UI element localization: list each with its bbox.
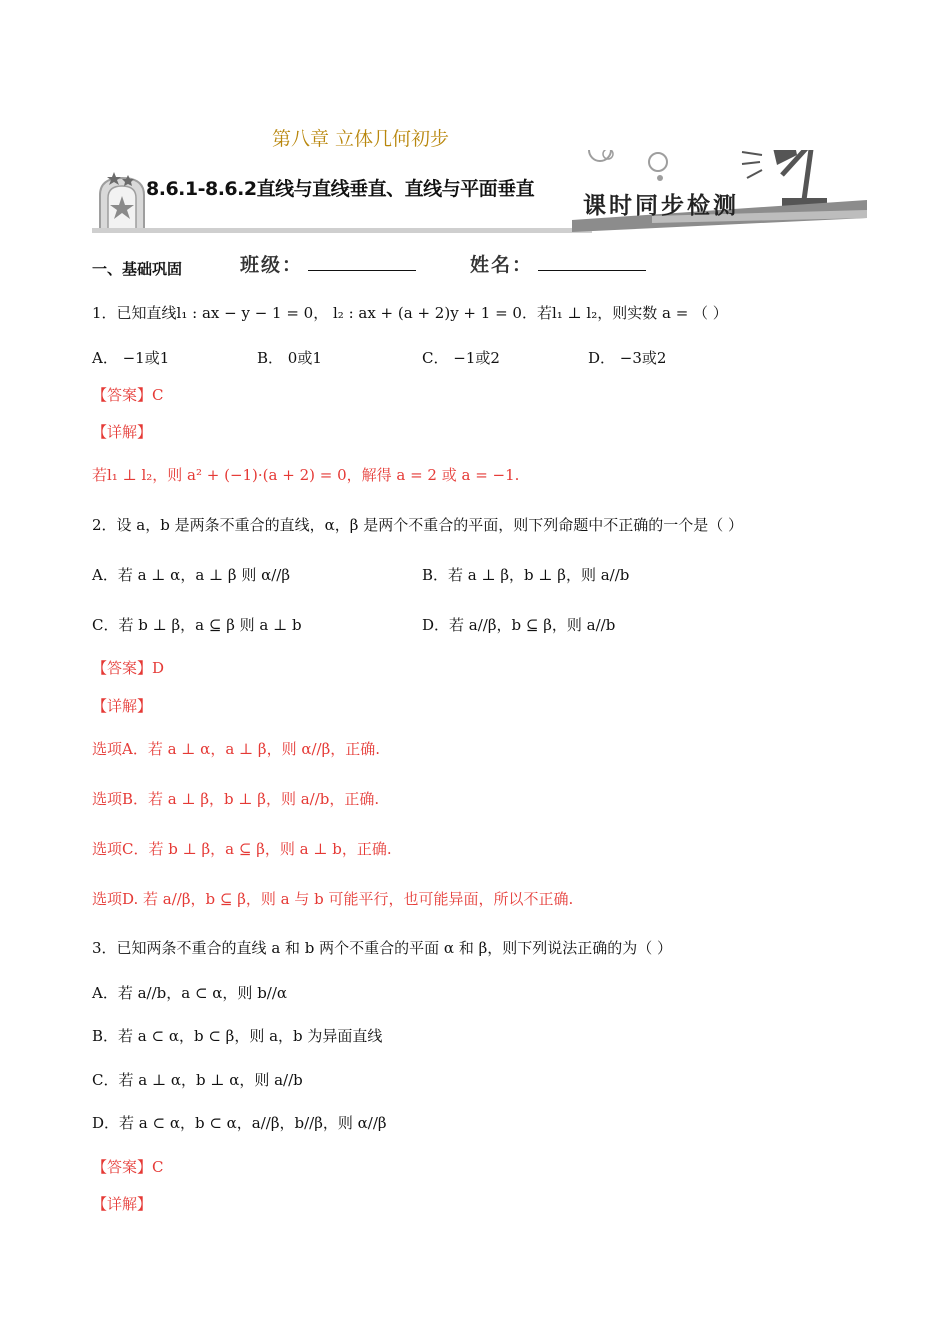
sync-test-badge: 课时同步检测 bbox=[583, 192, 739, 219]
star-badge-icon bbox=[100, 172, 144, 230]
chapter-title: 第八章 立体几何初步 bbox=[272, 128, 450, 150]
class-field[interactable] bbox=[240, 250, 416, 277]
q1-detail-label: 【详解】 bbox=[92, 423, 153, 441]
name-label: 姓名： bbox=[470, 254, 534, 276]
q1-option-d[interactable]: D． −3或2 bbox=[588, 349, 667, 367]
q3-detail-label: 【详解】 bbox=[92, 1195, 153, 1213]
name-blank[interactable] bbox=[538, 250, 646, 271]
q1-option-c[interactable]: C． −1或2 bbox=[422, 349, 500, 367]
lesson-title: 8.6.1-8.6.2直线与直线垂直、直线与平面垂直 bbox=[146, 178, 535, 200]
q2-detail-b: 选项B．若 a ⊥ β，b ⊥ β，则 a//b，正确. bbox=[92, 790, 380, 808]
q3-stem: 3．已知两条不重合的直线 a 和 b 两个不重合的平面 α 和 β，则下列说法正确的为（ ） bbox=[92, 939, 673, 957]
q3-option-d[interactable]: D．若 a ⊂ α，b ⊂ α，a//β，b//β，则 α//β bbox=[92, 1114, 387, 1132]
q3-option-c[interactable]: C．若 a ⊥ α，b ⊥ α，则 a//b bbox=[92, 1071, 303, 1089]
q2-detail-a: 选项A．若 a ⊥ α，a ⊥ β，则 α//β，正确. bbox=[92, 740, 381, 758]
q3-option-b[interactable]: B．若 a ⊂ α，b ⊂ β，则 a，b 为异面直线 bbox=[92, 1027, 383, 1045]
class-blank[interactable] bbox=[308, 250, 416, 271]
q1-option-a[interactable]: A． −1或1 bbox=[92, 349, 170, 367]
q2-detail-c: 选项C．若 b ⊥ β，a ⊆ β，则 a ⊥ b，正确. bbox=[92, 840, 392, 858]
q1-option-b[interactable]: B． 0或1 bbox=[257, 349, 322, 367]
q2-stem: 2．设 a，b 是两条不重合的直线，α，β 是两个不重合的平面，则下列命题中不正确的一个是（ ） bbox=[92, 516, 743, 534]
class-label: 班级： bbox=[240, 254, 304, 276]
q2-answer: 【答案】D bbox=[92, 659, 165, 677]
section-heading: 一、基础巩固 bbox=[92, 260, 183, 278]
q2-detail-label: 【详解】 bbox=[92, 697, 153, 715]
q1-detail: 若l₁ ⊥ l₂，则 a² + (−1)·(a + 2) = 0，解得 a = 2 或 a = −1. bbox=[92, 466, 520, 484]
q3-option-a[interactable]: A．若 a//b，a ⊂ α，则 b//α bbox=[92, 984, 288, 1002]
q2-option-b[interactable]: B．若 a ⊥ β，b ⊥ β，则 a//b bbox=[422, 566, 630, 584]
desk-lamp-icon bbox=[742, 150, 827, 208]
q1-answer: 【答案】C bbox=[92, 386, 164, 404]
q2-option-c[interactable]: C．若 b ⊥ β，a ⊆ β 则 a ⊥ b bbox=[92, 616, 302, 634]
q2-option-a[interactable]: A．若 a ⊥ α，a ⊥ β 则 α//β bbox=[92, 566, 291, 584]
q1-stem: 1．已知直线l₁ : ax − y − 1 = 0， l₂ : ax + (a + 2)y + 1 = 0．若l₁ ⊥ l₂，则实数 a = （ ） bbox=[92, 304, 728, 322]
q3-answer: 【答案】C bbox=[92, 1158, 164, 1176]
name-field[interactable] bbox=[470, 250, 646, 277]
q2-option-d[interactable]: D．若 a//β，b ⊆ β，则 a//b bbox=[422, 616, 616, 634]
q2-detail-d: 选项D. 若 a//β，b ⊆ β，则 a 与 b 可能平行，也可能异面，所以不正确. bbox=[92, 890, 574, 908]
